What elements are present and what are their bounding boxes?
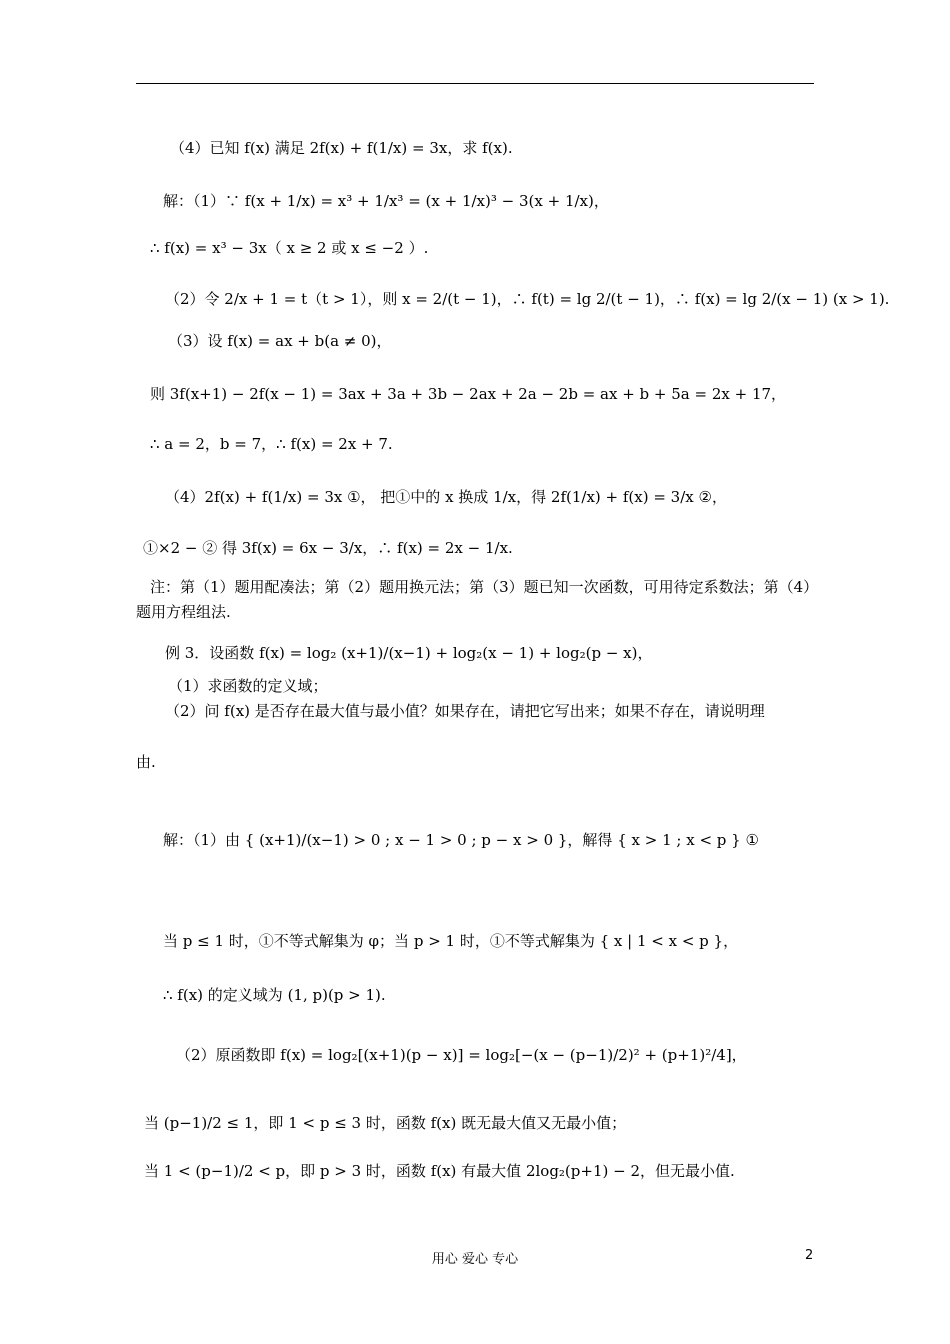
text-line: （3）设 f(x) = ax + b(a ≠ 0)， <box>168 332 392 350</box>
text-line: 当 1 < (p−1)/2 < p，即 p > 3 时，函数 f(x) 有最大值 2log₂(p+1) − 2，但无最小值. <box>144 1162 735 1180</box>
text-line: （1）求函数的定义域； <box>168 677 328 695</box>
text-line: ①×2 − ② 得 3f(x) = 6x − 3/x，∴ f(x) = 2x − 1/x. <box>143 539 513 557</box>
text-line: 例 3．设函数 f(x) = log₂ (x+1)/(x−1) + log₂(x − 1) + log₂(p − x)， <box>165 644 653 662</box>
text-line: 当 p ≤ 1 时，①不等式解集为 φ；当 p > 1 时，①不等式解集为 { x | 1 < x < p }， <box>163 932 739 950</box>
page-number: 2 <box>805 1248 814 1263</box>
text-line: 注：第（1）题用配凑法；第（2）题用换元法；第（3）题已知一次函数，可用待定系数法；第（4） <box>150 578 819 596</box>
text-line: 则 3f(x+1) − 2f(x − 1) = 3ax + 3a + 3b − 2ax + 2a − 2b = ax + b + 5a = 2x + 17， <box>150 385 787 403</box>
text-line: ∴ f(x) = x³ − 3x（ x ≥ 2 或 x ≤ −2 ）. <box>150 239 429 257</box>
text-line: 当 (p−1)/2 ≤ 1，即 1 < p ≤ 3 时，函数 f(x) 既无最大值又无最小值； <box>144 1114 627 1132</box>
text-line: （4）已知 f(x) 满足 2f(x) + f(1/x) = 3x，求 f(x). <box>170 139 513 157</box>
text-line: 题用方程组法. <box>136 603 231 621</box>
text-line: （2）原函数即 f(x) = log₂[(x+1)(p − x)] = log₂[−(x − (p−1)/2)² + (p+1)²/4]， <box>176 1046 747 1064</box>
text-line: （4）2f(x) + f(1/x) = 3x ①， 把①中的 x 换成 1/x，得 2f(1/x) + f(x) = 3/x ②， <box>165 488 727 506</box>
text-line: 解：（1）∵ f(x + 1/x) = x³ + 1/x³ = (x + 1/x)³ − 3(x + 1/x)， <box>163 192 609 210</box>
text-line: （2）令 2/x + 1 = t（t > 1），则 x = 2/(t − 1)，∴ f(t) = lg 2/(t − 1)，∴ f(x) = lg 2/(x − 1) (x > 1). <box>165 290 890 308</box>
header-rule <box>136 83 814 84</box>
text-line: （2）问 f(x) 是否存在最大值与最小值？如果存在，请把它写出来；如果不存在，请说明理 <box>165 702 765 720</box>
text-line: ∴ f(x) 的定义域为 (1, p)(p > 1). <box>163 986 386 1004</box>
text-line: 由. <box>136 753 156 771</box>
page-footer: 用心 爱心 专心 <box>431 1252 519 1267</box>
text-line: ∴ a = 2，b = 7，∴ f(x) = 2x + 7. <box>150 435 393 453</box>
text-line: 解：（1）由 { (x+1)/(x−1) > 0 ; x − 1 > 0 ; p − x > 0 }，解得 { x > 1 ; x < p } ① <box>163 831 759 849</box>
